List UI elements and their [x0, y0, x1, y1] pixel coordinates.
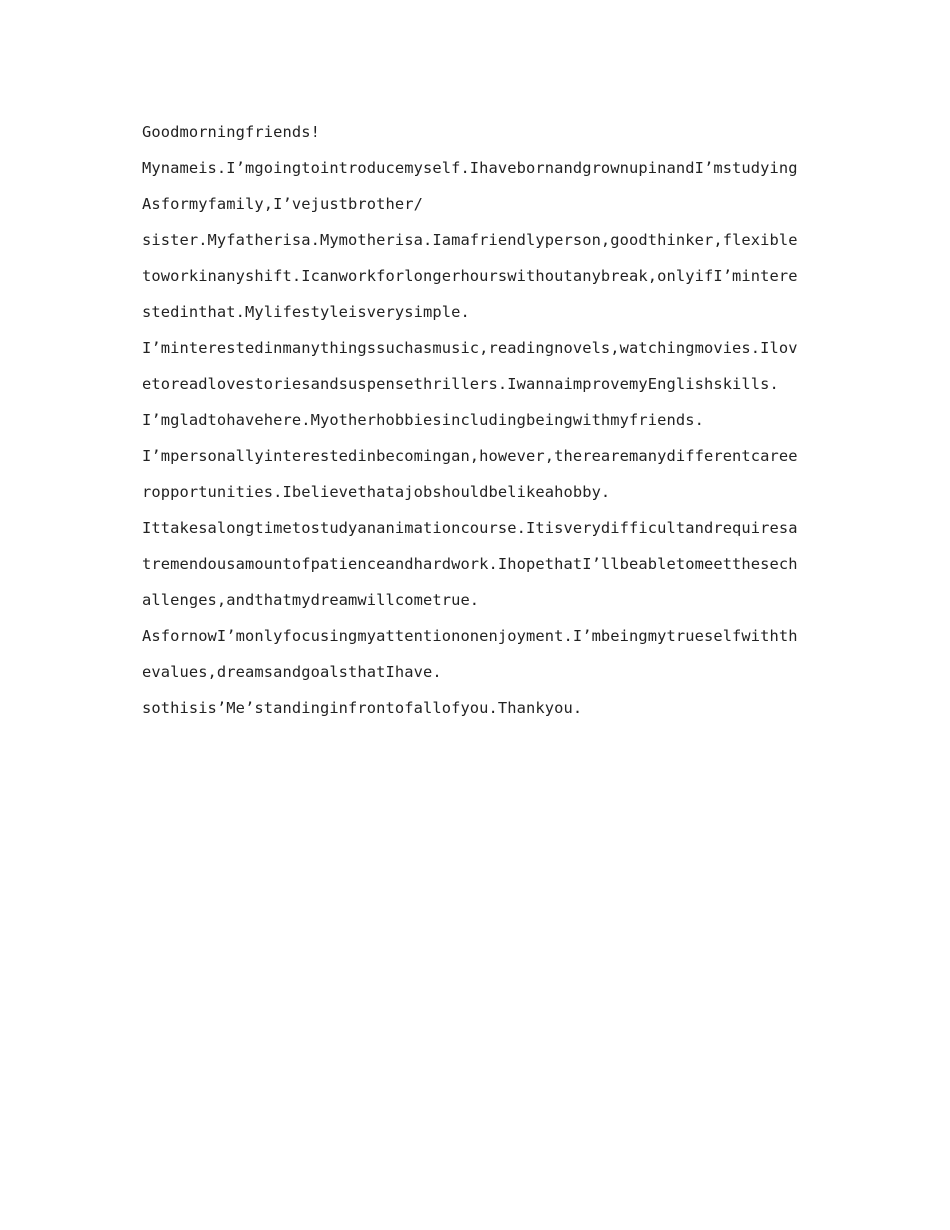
paragraph-interests: I’minterestedinmanythingssuchasmusic,readingnovels,watchingmovies.Ilovetoreadlovestoriesandsuspensethrillers.IwannaimprovemyEnglishskills.I’mgladtohavehere.Myotherhobbiesincludingbeingwithmyfriends.: [142, 339, 798, 429]
paragraph-family: sister.Myfatherisa.Mymotherisa.Iamafriendlyperson,goodthinker,flexibletoworkinanyshift.Icanworkforlongerhourswithoutanybreak,onlyifI’minterestedinthat.Mylifestyleisverysimple.: [142, 231, 798, 321]
paragraph-career: I’mpersonallyinterestedinbecomingan,however,therearemanydifferentcareeropportunities.Ibelievethatajobshouldbelikeahobby.: [142, 447, 798, 501]
paragraph-focus: AsfornowI’monlyfocusingmyattentiononenjoyment.I’mbeingmytrueselfwiththevalues,dreamsandgoalsthatIhave.: [142, 627, 798, 681]
paragraph-study: Ittakesalongtimetostudyananimationcourse.Itisverydifficultandrequiresatremendousamountofpatienceandhardwork.IhopethatI’llbeabletomeetthesechallenges,andthatmydreamwillcometrue.: [142, 519, 798, 609]
document-body: [142, 114, 806, 726]
paragraph-greeting: Goodmorningfriends!: [142, 123, 320, 141]
paragraph-closing: sothisis’Me’standinginfrontofallofyou.Thankyou.: [142, 699, 583, 717]
paragraph-introduction: Mynameis.I’mgoingtointroducemyself.IhavebornandgrownupinandI’mstudyingAsformyfamily,I’vejustbrother/: [142, 159, 798, 213]
